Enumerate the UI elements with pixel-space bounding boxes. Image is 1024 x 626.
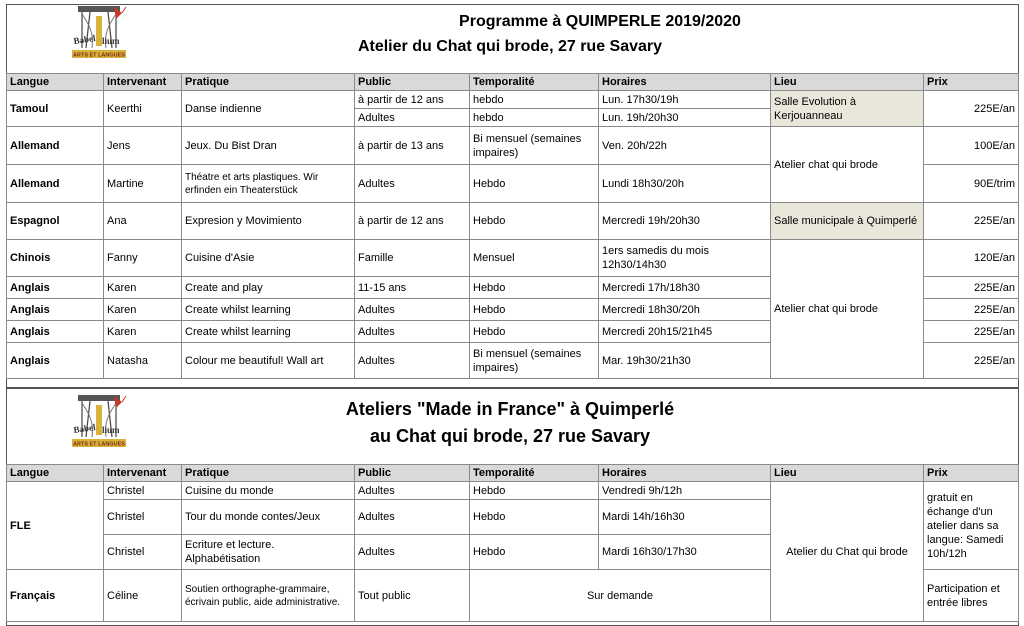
cell-langue: Anglais	[7, 343, 104, 379]
cell-temporalite: Hebdo	[470, 299, 599, 321]
header-prix: Prix	[924, 74, 1019, 91]
cell-intervenant: Martine	[104, 165, 182, 203]
cell-horaires: Mar. 19h30/21h30	[599, 343, 771, 379]
cell-horaires: Mardi 16h30/17h30	[599, 535, 771, 570]
svg-text:lium: lium	[102, 425, 120, 435]
cell-public: Adultes	[355, 299, 470, 321]
made-in-france-subtitle: au Chat qui brode, 27 rue Savary	[369, 426, 651, 446]
cell-intervenant: Céline	[104, 570, 182, 622]
cell-temporalite: Hebdo	[470, 277, 599, 299]
cell-lieu: Atelier chat qui brode	[771, 240, 924, 379]
header-prix: Prix	[924, 465, 1019, 482]
cell-pratique: Cuisine d'Asie	[182, 240, 355, 277]
cell-intervenant: Keerthi	[104, 91, 182, 127]
cell-pratique: Colour me beautiful! Wall art	[182, 343, 355, 379]
cell-public: Adultes	[355, 109, 470, 127]
cell-temporalite: Bi mensuel (semaines impaires)	[470, 343, 599, 379]
cell-horaires: Vendredi 9h/12h	[599, 482, 771, 500]
cell-pratique: Ecriture et lecture. Alphabétisation	[182, 535, 355, 570]
cell-temporalite: Hebdo	[470, 321, 599, 343]
cell-horaires: Mercredi 17h/18h30	[599, 277, 771, 299]
cell-lieu: Salle Evolution à Kerjouanneau	[771, 91, 924, 127]
cell-public: Adultes	[355, 535, 470, 570]
cell-pratique: Create whilst learning	[182, 321, 355, 343]
cell-intervenant: Christel	[104, 500, 182, 535]
header-pratique: Pratique	[182, 74, 355, 91]
cell-pratique: Expresion y Movimiento	[182, 203, 355, 240]
header-temporalite: Temporalité	[470, 465, 599, 482]
cell-public: 11-15 ans	[355, 277, 470, 299]
cell-intervenant: Jens	[104, 127, 182, 165]
made-in-france-title: Ateliers "Made in France" à Quimperlé	[345, 399, 675, 419]
svg-text:Babel: Babel	[72, 33, 97, 46]
cell-public: à partir de 12 ans	[355, 203, 470, 240]
cell-public: Famille	[355, 240, 470, 277]
cell-prix: 225E/an	[924, 203, 1019, 240]
cell-langue: Allemand	[7, 165, 104, 203]
cell-prix: Participation et entrée libres	[924, 570, 1019, 622]
cell-horaires: Lundi 18h30/20h	[599, 165, 771, 203]
cell-temporalite: hebdo	[470, 109, 599, 127]
cell-horaires: Mercredi 19h/20h30	[599, 203, 771, 240]
cell-temporalite: Hebdo	[470, 203, 599, 240]
cell-prix: 90E/trim	[924, 165, 1019, 203]
cell-temporalite: Hebdo	[470, 165, 599, 203]
cell-intervenant: Fanny	[104, 240, 182, 277]
header-horaires: Horaires	[599, 465, 771, 482]
cell-lieu: Atelier chat qui brode	[771, 127, 924, 203]
cell-lieu: Atelier du Chat qui brode	[771, 482, 924, 622]
cell-pratique: Jeux. Du Bist Dran	[182, 127, 355, 165]
cell-horaires: Sur demande	[470, 570, 771, 622]
header-lieu: Lieu	[771, 465, 924, 482]
cell-horaires: Ven. 20h/22h	[599, 127, 771, 165]
cell-langue: Anglais	[7, 321, 104, 343]
cell-horaires: Lun. 17h30/19h	[599, 91, 771, 109]
cell-langue: Tamoul	[7, 91, 104, 127]
cell-langue: Français	[7, 570, 104, 622]
made-in-france-table	[6, 464, 1019, 622]
cell-prix: 100E/an	[924, 127, 1019, 165]
babellium-logo-icon	[70, 4, 128, 60]
header-temporalite: Temporalité	[470, 74, 599, 91]
cell-langue: Anglais	[7, 299, 104, 321]
table-row	[7, 482, 1019, 500]
header-langue: Langue	[7, 74, 104, 91]
cell-public: à partir de 12 ans	[355, 91, 470, 109]
cell-horaires: Mercredi 20h15/21h45	[599, 321, 771, 343]
cell-temporalite: hebdo	[470, 91, 599, 109]
header-public: Public	[355, 74, 470, 91]
cell-intervenant: Christel	[104, 482, 182, 500]
cell-prix: 225E/an	[924, 277, 1019, 299]
programme-title: Programme à QUIMPERLE 2019/2020	[459, 13, 741, 30]
table-header-row	[7, 465, 1019, 482]
cell-temporalite: Mensuel	[470, 240, 599, 277]
header-langue: Langue	[7, 465, 104, 482]
cell-prix: 225E/an	[924, 343, 1019, 379]
svg-text:ARTS ET LANGUES: ARTS ET LANGUES	[73, 441, 125, 448]
header-pratique: Pratique	[182, 465, 355, 482]
cell-prix: gratuit en échange d'un atelier dans sa langue: Samedi 10h/12h	[924, 482, 1019, 570]
cell-pratique: Create whilst learning	[182, 299, 355, 321]
header-horaires: Horaires	[599, 74, 771, 91]
table-row	[7, 240, 1019, 277]
cell-temporalite: Hebdo	[470, 500, 599, 535]
cell-public: Adultes	[355, 343, 470, 379]
cell-prix: 225E/an	[924, 299, 1019, 321]
cell-pratique: Théatre et arts plastiques. Wir erfinden ein Theaterstück	[182, 165, 355, 203]
cell-prix: 120E/an	[924, 240, 1019, 277]
table-header-row	[7, 74, 1019, 91]
cell-pratique: Tour du monde contes/Jeux	[182, 500, 355, 535]
cell-pratique: Cuisine du monde	[182, 482, 355, 500]
svg-text:lium: lium	[102, 36, 120, 46]
header-intervenant: Intervenant	[104, 465, 182, 482]
header-public: Public	[355, 465, 470, 482]
cell-langue: Anglais	[7, 277, 104, 299]
cell-temporalite: Hebdo	[470, 482, 599, 500]
cell-pratique: Soutien orthographe-grammaire, écrivain public, aide administrative.	[182, 570, 355, 622]
cell-intervenant: Christel	[104, 535, 182, 570]
cell-langue: FLE	[7, 482, 104, 570]
cell-public: Adultes	[355, 500, 470, 535]
cell-prix: 225E/an	[924, 321, 1019, 343]
cell-intervenant: Karen	[104, 321, 182, 343]
svg-text:Babel: Babel	[72, 422, 97, 435]
cell-pratique: Create and play	[182, 277, 355, 299]
cell-public: Adultes	[355, 165, 470, 203]
cell-public: Adultes	[355, 321, 470, 343]
cell-horaires: Mercredi 18h30/20h	[599, 299, 771, 321]
cell-intervenant: Ana	[104, 203, 182, 240]
babellium-logo-bottom	[70, 393, 128, 449]
babellium-logo-top	[70, 4, 128, 60]
cell-intervenant: Natasha	[104, 343, 182, 379]
cell-prix: 225E/an	[924, 91, 1019, 127]
cell-temporalite: Hebdo	[470, 535, 599, 570]
cell-intervenant: Karen	[104, 277, 182, 299]
babellium-logo-icon	[70, 393, 128, 449]
cell-horaires: Lun. 19h/20h30	[599, 109, 771, 127]
cell-public: à partir de 13 ans	[355, 127, 470, 165]
cell-public: Adultes	[355, 482, 470, 500]
cell-langue: Chinois	[7, 240, 104, 277]
svg-text:ARTS ET LANGUES: ARTS ET LANGUES	[73, 52, 125, 59]
cell-intervenant: Karen	[104, 299, 182, 321]
atelier-subtitle: Atelier du Chat qui brode, 27 rue Savary	[357, 38, 663, 55]
cell-horaires: 1ers samedis du mois 12h30/14h30	[599, 240, 771, 277]
cell-temporalite: Bi mensuel (semaines impaires)	[470, 127, 599, 165]
cell-langue: Allemand	[7, 127, 104, 165]
header-lieu: Lieu	[771, 74, 924, 91]
table-row	[7, 91, 1019, 109]
table-row	[7, 127, 1019, 165]
programme-table	[6, 73, 1019, 379]
cell-public: Tout public	[355, 570, 470, 622]
cell-pratique: Danse indienne	[182, 91, 355, 127]
cell-horaires: Mardi 14h/16h30	[599, 500, 771, 535]
cell-langue: Espagnol	[7, 203, 104, 240]
table-row	[7, 203, 1019, 240]
cell-lieu: Salle municipale à Quimperlé	[771, 203, 924, 240]
header-intervenant: Intervenant	[104, 74, 182, 91]
